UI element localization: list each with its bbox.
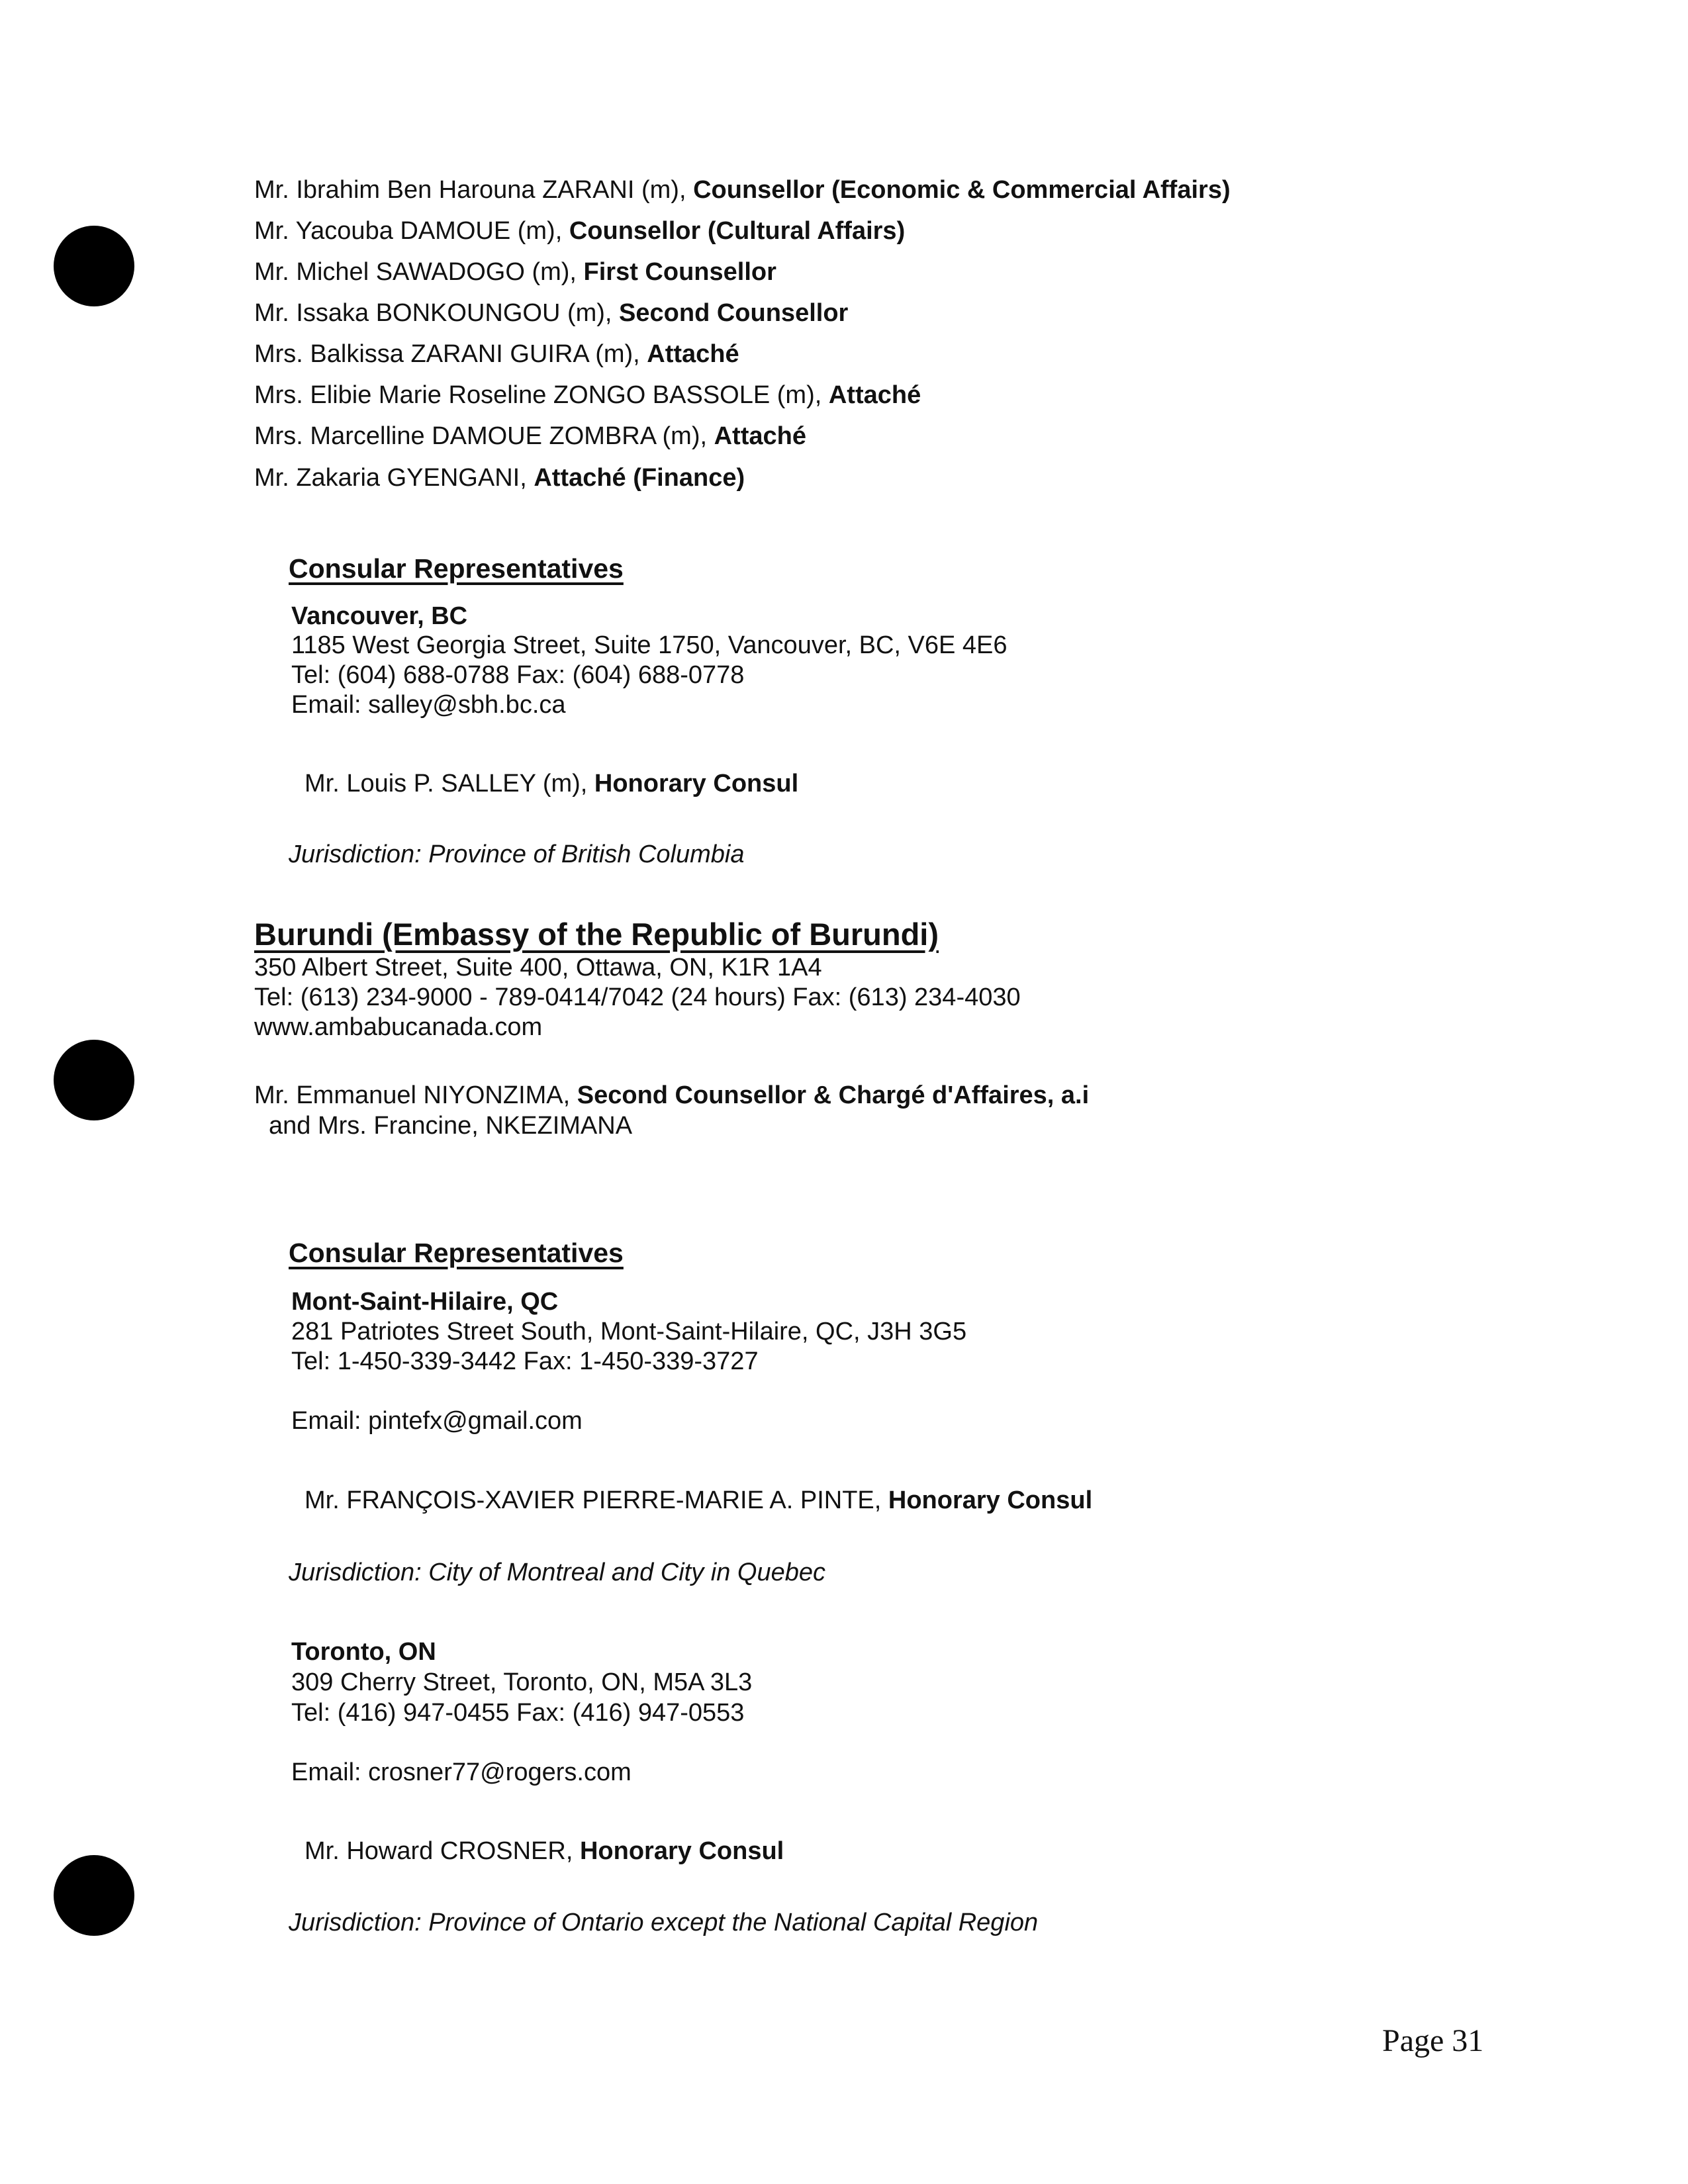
staff-row	[254, 463, 745, 492]
embassy-phone: Tel: (613) 234-9000 - 789-0414/7042 (24 hours) Fax: (613) 234-4030	[254, 983, 1021, 1011]
staff-title: Attaché	[647, 340, 739, 368]
consul-name: Mr. FRANÇOIS-XAVIER PIERRE-MARIE A. PINTE,	[305, 1486, 888, 1514]
page-number: Page 31	[1382, 2023, 1484, 2058]
staff-name: Mrs. Balkissa ZARANI GUIRA (m),	[254, 340, 647, 368]
staff-name: Mr. Michel SAWADOGO (m),	[254, 258, 584, 286]
consul-title: Honorary Consul	[579, 1837, 784, 1865]
head-of-mission-row	[254, 1081, 1089, 1110]
staff-title: Attaché	[714, 422, 806, 450]
staff-name: Mr. Ibrahim Ben Harouna ZARANI (m),	[254, 176, 694, 204]
office-email: Email: crosner77@rogers.com	[291, 1758, 632, 1786]
jurisdiction: Jurisdiction: City of Montreal and City in Quebec	[289, 1559, 826, 1586]
staff-name: Mr. Issaka BONKOUNGOU (m),	[254, 299, 620, 327]
office-city: Vancouver, BC	[291, 602, 468, 630]
office-email: Email: pintefx@gmail.com	[291, 1407, 583, 1435]
consul-name: Mr. Howard CROSNER,	[305, 1837, 580, 1865]
office-address: 281 Patriotes Street South, Mont-Saint-Hilaire, QC, J3H 3G5	[291, 1318, 967, 1345]
staff-title: First Counsellor	[583, 258, 776, 286]
consul-title: Honorary Consul	[888, 1486, 1093, 1514]
staff-row	[254, 257, 776, 287]
head-title: Second Counsellor & Chargé d'Affaires, a.i	[577, 1081, 1090, 1109]
staff-title: Counsellor (Economic & Commercial Affairs)	[693, 176, 1231, 204]
head-name: Mr. Emmanuel NIYONZIMA,	[254, 1081, 577, 1109]
staff-row	[254, 216, 905, 246]
punch-hole-bottom	[54, 1855, 134, 1936]
staff-row	[254, 175, 1231, 205]
consul-row	[305, 769, 798, 798]
spouse: and Mrs. Francine, NKEZIMANA	[269, 1112, 633, 1140]
embassy-website: www.ambabucanada.com	[254, 1013, 543, 1041]
consul-title: Honorary Consul	[594, 770, 799, 797]
country-heading: Burundi (Embassy of the Republic of Burundi)	[254, 917, 939, 952]
staff-row	[254, 340, 739, 369]
office-address: 309 Cherry Street, Toronto, ON, M5A 3L3	[291, 1668, 753, 1696]
office-phone: Tel: (416) 947-0455 Fax: (416) 947-0553	[291, 1699, 745, 1727]
office-phone: Tel: 1-450-339-3442 Fax: 1-450-339-3727	[291, 1347, 759, 1375]
staff-row	[254, 381, 921, 410]
office-address: 1185 West Georgia Street, Suite 1750, Vancouver, BC, V6E 4E6	[291, 631, 1008, 659]
staff-title: Second Counsellor	[619, 299, 849, 327]
staff-name: Mrs. Marcelline DAMOUE ZOMBRA (m),	[254, 422, 714, 450]
consul-row	[305, 1486, 1092, 1515]
consul-row	[305, 1837, 784, 1866]
jurisdiction: Jurisdiction: Province of Ontario except the National Capital Region	[289, 1909, 1039, 1936]
consular-heading: Consular Representatives	[289, 553, 624, 584]
staff-title: Counsellor (Cultural Affairs)	[569, 217, 906, 245]
staff-title: Attaché	[828, 381, 921, 409]
staff-title: Attaché (Finance)	[534, 464, 745, 492]
office-email: Email: salley@sbh.bc.ca	[291, 691, 566, 719]
staff-row	[254, 298, 848, 328]
office-phone: Tel: (604) 688-0788 Fax: (604) 688-0778	[291, 661, 745, 689]
consular-heading: Consular Representatives	[289, 1238, 624, 1268]
consul-name: Mr. Louis P. SALLEY (m),	[305, 770, 594, 797]
staff-name: Mr. Yacouba DAMOUE (m),	[254, 217, 569, 245]
embassy-address: 350 Albert Street, Suite 400, Ottawa, ON, K1R 1A4	[254, 954, 822, 981]
jurisdiction: Jurisdiction: Province of British Columbia	[289, 841, 745, 868]
punch-hole-top	[54, 226, 134, 306]
punch-hole-middle	[54, 1040, 134, 1120]
staff-name: Mr. Zakaria GYENGANI,	[254, 464, 534, 492]
office-city: Toronto, ON	[291, 1638, 436, 1666]
staff-name: Mrs. Elibie Marie Roseline ZONGO BASSOLE (m),	[254, 381, 829, 409]
staff-row	[254, 422, 806, 451]
office-city: Mont-Saint-Hilaire, QC	[291, 1288, 559, 1316]
